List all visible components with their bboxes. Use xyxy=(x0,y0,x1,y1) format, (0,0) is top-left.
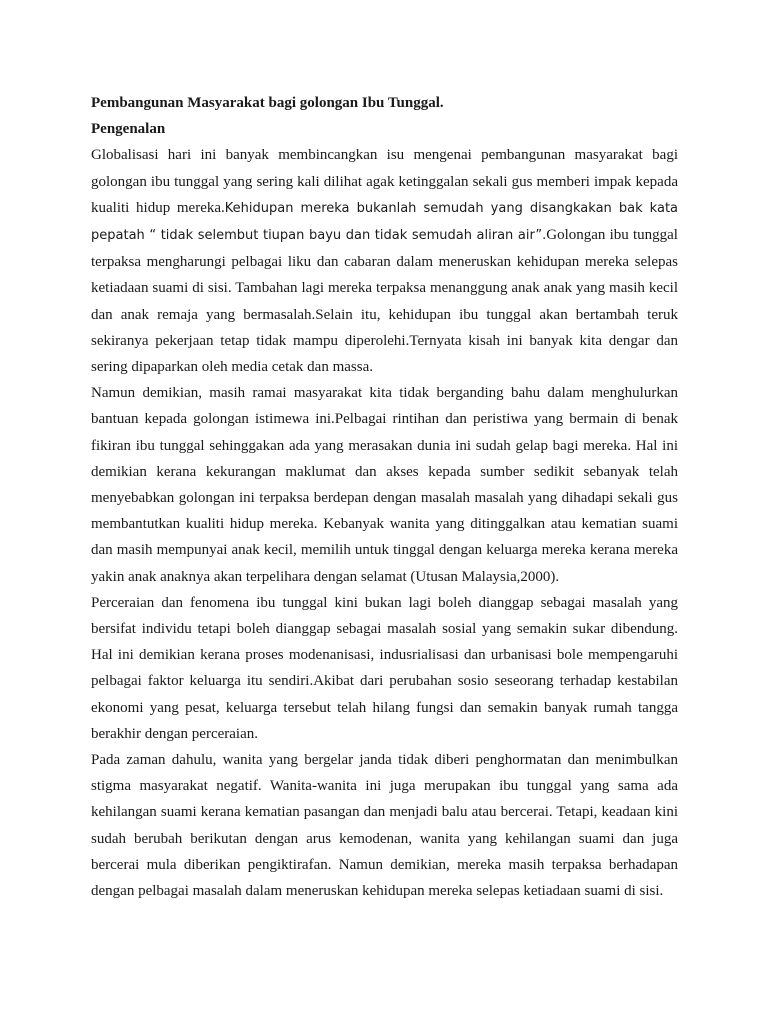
document-title: Pembangunan Masyarakat bagi golongan Ibu Tunggal. xyxy=(91,95,444,111)
paragraph-1 xyxy=(91,142,678,380)
document-body xyxy=(91,90,678,904)
paragraph-1-intro: Globalisasi hari ini banyak membincangkan isu mengenai pembangunan masyarakat bagi golongan ibu tunggal yang sering kali dilihat agak ketinggalan sekali gus memberi impak kepada kualiti hidup mereka. xyxy=(91,147,678,216)
paragraph-4: Pada zaman dahulu, wanita yang bergelar janda tidak diberi penghormatan dan menimbulkan stigma masyarakat negatif. Wanita-wanita ini juga merupakan ibu tunggal yang sama ada kehilangan suami kerana kematian pasangan dan menjadi balu atau bercerai. Tetapi, keadaan kini sudah berubah berikutan dengan arus kemodenan, wanita yang kehilangan suami dan juga bercerai mula diberikan pengiktirafan. Namun demikian, mereka masih terpaksa berhadapan dengan pelbagai masalah dalam meneruskan kehidupan mereka selepas ketiadaan suami di sisi. xyxy=(91,752,678,900)
paragraph-1-quote: Kehidupan mereka bukanlah semudah yang disangkakan bak kata pepatah “ tidak selembut tiupan bayu dan tidak semudah aliran air”. xyxy=(91,200,679,244)
paragraph-1-rest: Golongan ibu tunggal terpaksa mengharungi pelbagai liku dan cabaran dalam meneruskan kehidupan mereka selepas ketiadaan suami di sisi. Tambahan lagi mereka terpaksa menanggung anak anak yang masih kecil dan anak remaja yang bermasalah.Selain itu, kehidupan ibu tunggal akan bertambah teruk sekiranya pekerjaan tetap tidak mampu diperolehi.Ternyata kisah ini banyak kita dengar dan sering dipaparkan oleh media cetak dan massa. xyxy=(91,227,678,376)
paragraph-3: Perceraian dan fenomena ibu tunggal kini bukan lagi boleh dianggap sebagai masalah yang bersifat individu tetapi boleh dianggap sebagai masalah sosial yang semakin sukar dibendung. Hal ini demikian kerana proses modenanisasi, indusrialisasi dan urbanisasi bole mempengaruhi pelbagai faktor keluarga itu sendiri.Akibat dari perubahan sosio seseorang terhadap kestabilan ekonomi yang pesat, keluarga tersebut telah hilang fungsi dan semakin banyak rumah tangga berakhir dengan perceraian. xyxy=(91,594,678,742)
section-heading: Pengenalan xyxy=(91,121,166,138)
paragraph-2: Namun demikian, masih ramai masyarakat kita tidak berganding bahu dalam menghulurkan bantuan kepada golongan istimewa ini.Pelbagai rintihan dan peristiwa yang bermain di benak fikiran ibu tunggal sehinggakan ada yang merasakan dunia ini sudah gelap bagi mereka. Hal ini demikian kerana kekurangan maklumat dan akses kepada sumber sedikit sebanyak telah menyebabkan golongan ini terpaksa berdepan dengan masalah masalah yang dihadapi sekali gus membantutkan kualiti hidup mereka. Kebanyak wanita yang ditinggalkan atau kematian suami dan masih mempunyai anak kecil, memilih untuk tinggal dengan keluarga mereka kerana mereka yakin anak anaknya akan terpelihara dengan selamat (Utusan Malaysia,2000). xyxy=(91,385,678,585)
